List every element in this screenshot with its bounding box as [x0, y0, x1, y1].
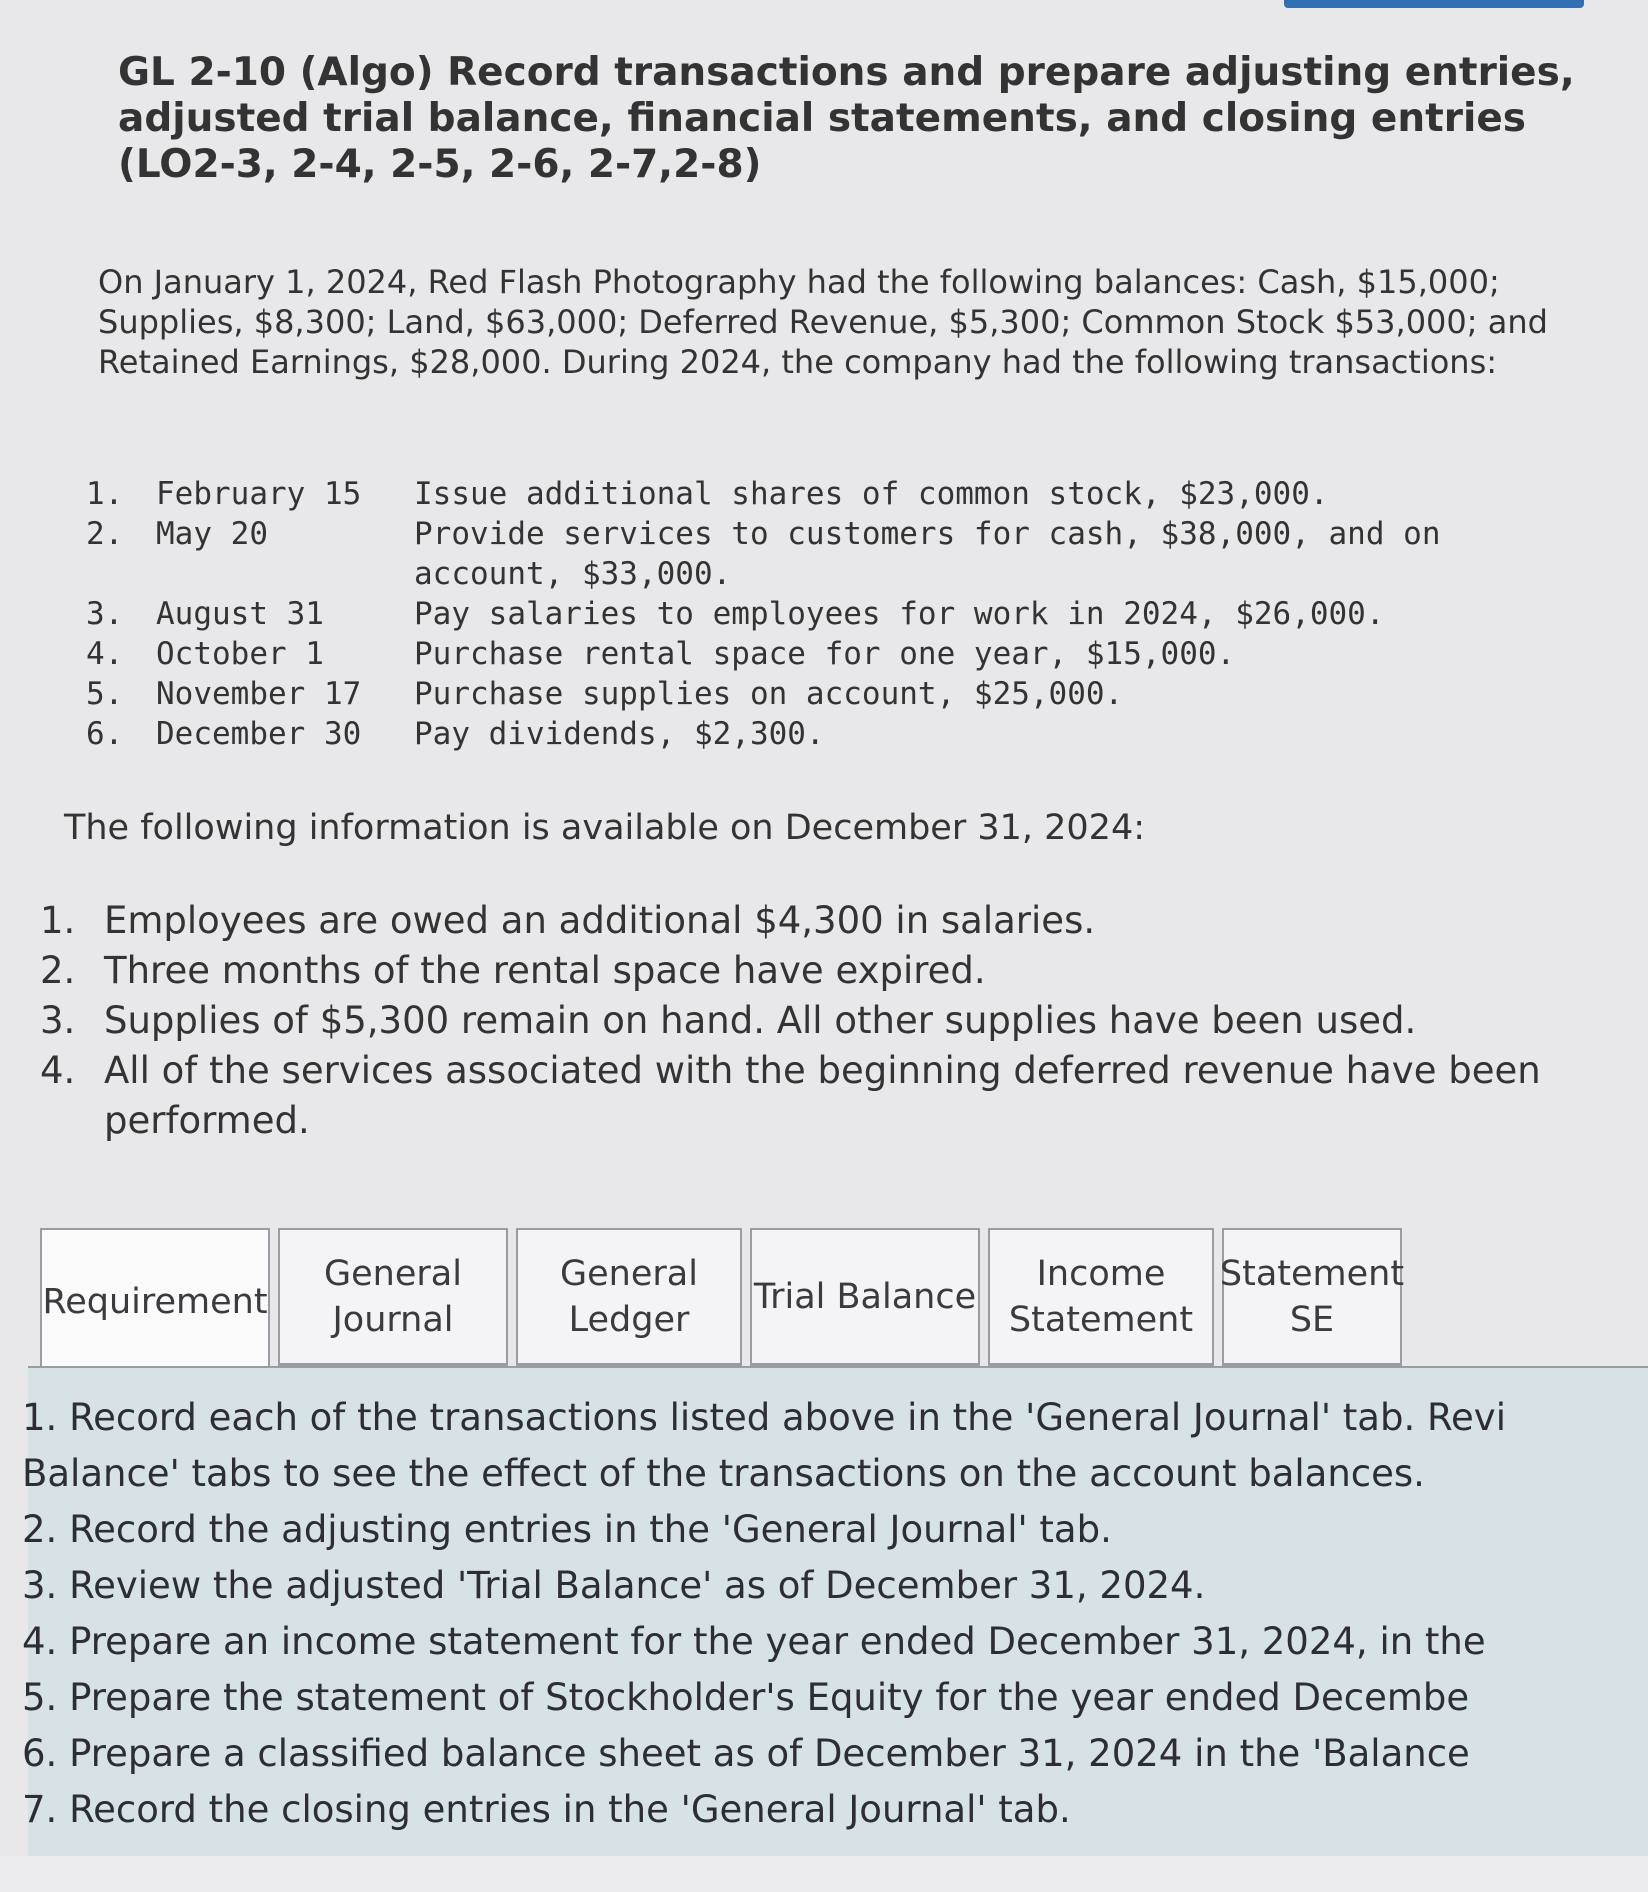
tab-statement-se[interactable]: [1219, 1228, 1405, 1366]
tab-label: Requirement: [42, 1282, 268, 1322]
list-item: Balance' tabs to see the effect of the transactions on the account balances.: [22, 1452, 1425, 1495]
transaction-date: December 30: [156, 716, 362, 752]
item-number: 3.: [86, 596, 124, 632]
item-number: 4.: [86, 636, 124, 672]
transaction-description: Purchase rental space for one year, $15,000.: [414, 636, 1236, 672]
transaction-date: February 15: [156, 476, 362, 512]
tab-general-ledger[interactable]: [516, 1228, 742, 1366]
transaction-description: Pay salaries to employees for work in 2024, $26,000.: [414, 596, 1385, 632]
list-item: [40, 1046, 1640, 1146]
transaction-date: October 1: [156, 636, 324, 672]
list-item: 7. Record the closing entries in the 'General Journal' tab.: [22, 1788, 1071, 1831]
problem-intro: On January 1, 2024, Red Flash Photography had the following balances: Cash, $15,000; Supplies, $8,300; Land, $63,000; Deferred Revenue, $5,300; Common Stock $53,000; and Retained Earnings, $28,000. During 2024, the company had the following transactions:: [98, 263, 1548, 381]
list-item: 2. Record the adjusting entries in the 'General Journal' tab.: [22, 1508, 1112, 1551]
list-item: [40, 946, 1640, 996]
list-item: 6. Prepare a classified balance sheet as of December 31, 2024 in the 'Balance: [22, 1732, 1470, 1775]
list-item: 3. Review the adjusted 'Trial Balance' as of December 31, 2024.: [22, 1564, 1206, 1607]
requirements-list: [22, 1390, 1648, 1838]
list-item: [86, 514, 1646, 594]
bottom-band: [0, 1856, 1648, 1892]
list-item: [86, 634, 1646, 674]
requirement-tabs: [40, 1228, 1648, 1374]
item-number: 6.: [86, 716, 124, 752]
transaction-description: Provide services to customers for cash, $38,000, and on account, $33,000.: [414, 516, 1441, 592]
item-number: 1.: [40, 899, 76, 942]
list-item: [86, 474, 1646, 514]
list-item: 5. Prepare the statement of Stockholder's Equity for the year ended Decembe: [22, 1676, 1470, 1719]
tab-label: Income Statement: [1008, 1253, 1194, 1340]
tab-requirement[interactable]: [40, 1228, 270, 1374]
list-item: [86, 674, 1646, 714]
info-text: Supplies of $5,300 remain on hand. All other supplies have been used.: [104, 999, 1417, 1042]
item-number: 2.: [86, 516, 124, 552]
list-item: [40, 896, 1640, 946]
tab-label: General Journal: [324, 1253, 462, 1340]
transaction-date: November 17: [156, 676, 362, 712]
info-heading: The following information is available on December 31, 2024:: [64, 808, 1146, 848]
top-progress-bar: [1284, 0, 1584, 8]
tab-trial-balance[interactable]: [750, 1228, 980, 1366]
transaction-description: Pay dividends, $2,300.: [414, 716, 825, 752]
tab-general-journal[interactable]: [278, 1228, 508, 1366]
info-text: All of the services associated with the beginning deferred revenue have been performed.: [104, 1049, 1541, 1142]
year-end-info-list: [40, 896, 1640, 1146]
item-number: 5.: [86, 676, 124, 712]
item-number: 2.: [40, 949, 76, 992]
item-number: 4.: [40, 1049, 76, 1092]
tab-label: General Ledger: [560, 1253, 698, 1340]
tab-label: Trial Balance: [753, 1276, 977, 1317]
info-text: Three months of the rental space have expired.: [104, 949, 986, 992]
item-number: 3.: [40, 999, 76, 1042]
list-item: 1. Record each of the transactions listed above in the 'General Journal' tab. Revi: [22, 1396, 1506, 1439]
list-item: [40, 996, 1640, 1046]
item-number: 1.: [86, 476, 124, 512]
transaction-description: Issue additional shares of common stock, $23,000.: [414, 476, 1329, 512]
transaction-date: August 31: [156, 596, 324, 632]
tab-income-statement[interactable]: [988, 1228, 1214, 1366]
transaction-date: May 20: [156, 516, 268, 552]
transaction-list: [86, 474, 1646, 754]
tab-label: Statement SE: [1219, 1253, 1405, 1340]
list-item: [86, 714, 1646, 754]
transaction-description: Purchase supplies on account, $25,000.: [414, 676, 1124, 712]
info-text: Employees are owed an additional $4,300 in salaries.: [104, 899, 1096, 942]
list-item: [86, 594, 1646, 634]
list-item: 4. Prepare an income statement for the year ended December 31, 2024, in the: [22, 1620, 1486, 1663]
page-title: GL 2-10 (Algo) Record transactions and prepare adjusting entries, adjusted trial balance, financial statements, and closing entries (LO2-3, 2-4, 2-5, 2-6, 2-7,2-8): [118, 50, 1575, 187]
